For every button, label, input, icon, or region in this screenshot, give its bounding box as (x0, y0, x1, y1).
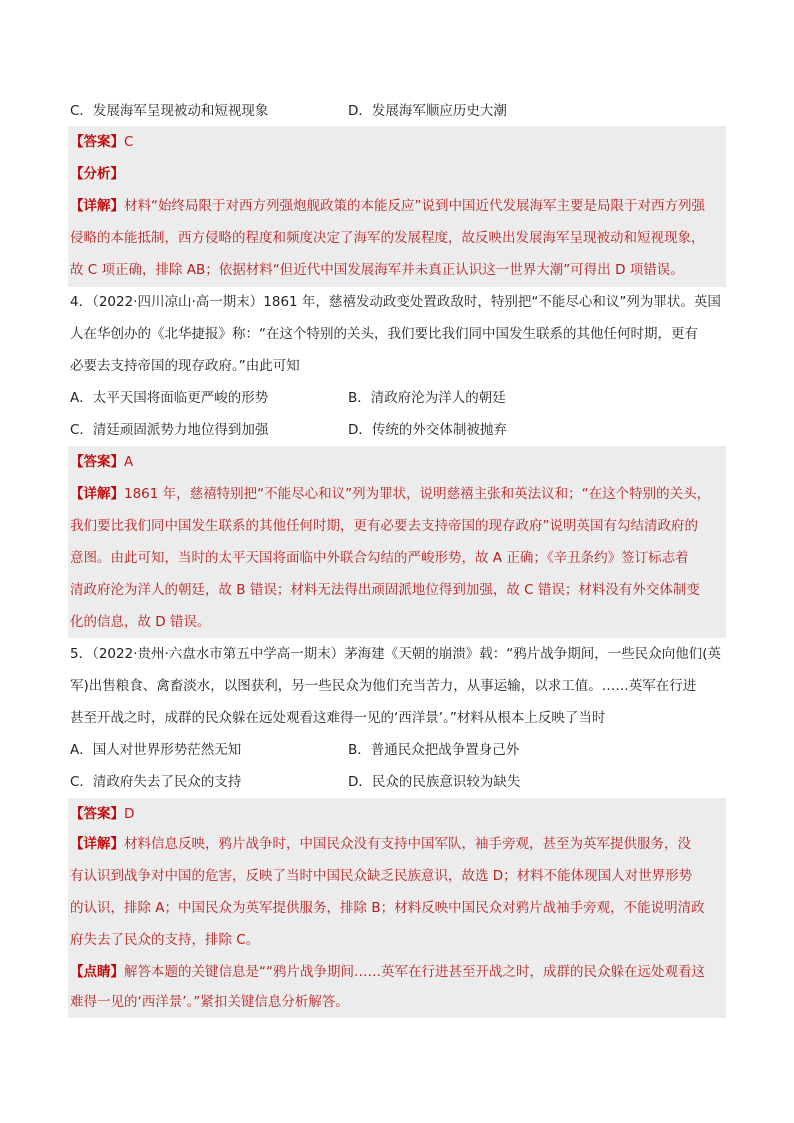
q5-detail-line-1 (70, 828, 726, 860)
q4-stem-line-1: 4．（2022·四川凉山·高一期末）1861 年，慈禧发动政变处置政敌时，特别把“不能尽心和议”列为罪状。英国 (70, 294, 721, 310)
tip-tag: 【点睛】 (70, 964, 124, 980)
q4-option-a: A．太平天国将面临更严峻的形势 (70, 390, 269, 406)
detail-tag: 【详解】 (70, 198, 124, 214)
q5-detail-line-2: 有认识到战争对中国的危害，反映了当时中国民众缺乏民族意识，故选 D；材料不能体现国人对世界形势 (70, 868, 693, 884)
q4-option-b: B．清政府沦为洋人的朝廷 (348, 390, 506, 406)
q4-option-d: D．传统的外交体制被抛弃 (348, 422, 507, 438)
detail-text: 材料“始终局限于对西方列强炮舰政策的本能反应”说到中国近代发展海军主要是局限于对西方列强 (124, 198, 705, 214)
q5-option-d: D．民众的民族意识较为缺失 (348, 774, 521, 790)
analysis-tag: 【分析】 (70, 166, 124, 182)
q5-option-c: C．清政府失去了民众的支持 (70, 774, 242, 790)
q3-option-c: C．发展海军呈现被动和短视现象 (70, 103, 269, 119)
answer-value: A (124, 454, 134, 470)
q4-stem-line-2: 人在华创办的《北华捷报》称：“在这个特别的关头，我们要比我们同中国发生联系的其他任何时期，更有 (70, 326, 698, 342)
q4-detail-line-1 (70, 478, 726, 510)
q3-detail-line-3: 故 C 项正确，排除 AB；依据材料“但近代中国发展海军并未真正认识这一世界大潮”可得出 D 项错误。 (70, 262, 684, 278)
q3-option-d: D．发展海军顺应历史大潮 (348, 103, 507, 119)
q4-answer-line (70, 446, 726, 478)
q5-stem-line-3: 甚至开战之时，成群的民众躲在远处观看这难得一见的‘西洋景’。”材料从根本上反映了当时 (70, 710, 606, 726)
q3-answer-line (70, 126, 726, 158)
q5-option-b: B．普通民众把战争置身己外 (348, 742, 520, 758)
answer-tag: 【答案】 (70, 806, 124, 822)
q5-stem-line-2: 军)出售粮食、禽畜淡水，以图获利，另一些民众为他们充当苦力，从事运输，以求工值。……英军在行进 (70, 678, 697, 694)
q5-detail-line-3: 的认识，排除 A；中国民众为英军提供服务，排除 B；材料反映中国民众对鸦片战袖手旁观，不能说明清政 (70, 900, 705, 916)
q3-analysis-line (70, 158, 726, 190)
answer-tag: 【答案】 (70, 134, 124, 150)
q4-option-c: C．清廷顽固派势力地位得到加强 (70, 422, 269, 438)
detail-tag: 【详解】 (70, 486, 124, 502)
detail-text: 材料信息反映，鸦片战争时，中国民众没有支持中国军队，袖手旁观，甚至为英军提供服务，没 (124, 836, 691, 852)
detail-tag: 【详解】 (70, 836, 124, 852)
q4-stem-line-3: 必要去支持帝国的现存政府。”由此可知 (70, 358, 300, 374)
q5-tip-line-1 (70, 956, 726, 988)
answer-tag: 【答案】 (70, 454, 124, 470)
q5-option-a: A．国人对世界形势茫然无知 (70, 742, 242, 758)
q3-detail-line-2: 侵略的本能抵制，西方侵略的程度和频度决定了海军的发展程度，故反映出发展海军呈现被动和短视现象， (70, 230, 705, 246)
q4-detail-line-3: 意图。由此可知，当时的太平天国将面临中外联合勾结的严峻形势，故 A 正确；《辛丑条约》签订标志着 (70, 550, 689, 566)
detail-text: 1861 年，慈禧特别把“不能尽心和议”列为罪状，说明慈禧主张和英法议和；“在这个特别的关头， (124, 486, 711, 502)
q4-detail-line-4: 清政府沦为洋人的朝廷，故 B 错误；材料无法得出顽固派地位得到加强，故 C 错误；材料没有外交体制变 (70, 582, 700, 598)
tip-text: 解答本题的关键信息是““鸦片战争期间……英军在行进甚至开战之时，成群的民众躲在远处观看这 (124, 964, 705, 980)
q4-detail-line-2: 我们要比我们同中国发生联系的其他任何时期，更有必要去支持帝国的现存政府”说明英国有勾结清政府的 (70, 518, 698, 534)
q5-detail-line-4: 府失去了民众的支持，排除 C。 (70, 932, 260, 948)
q5-tip-line-2: 难得一见的‘西洋景’。”紧扣关键信息分析解答。 (70, 994, 349, 1010)
q4-detail-line-5: 化的信息，故 D 错误。 (70, 614, 211, 630)
answer-value: C (124, 134, 134, 150)
q5-stem-line-1: 5．（2022·贵州·六盘水市第五中学高一期末）茅海建《天朝的崩溃》载：“鸦片战争期间，一些民众向他们(英 (70, 646, 722, 662)
answer-value: D (124, 806, 135, 822)
q3-detail-line-1 (70, 190, 726, 222)
q5-answer-line (70, 798, 726, 830)
